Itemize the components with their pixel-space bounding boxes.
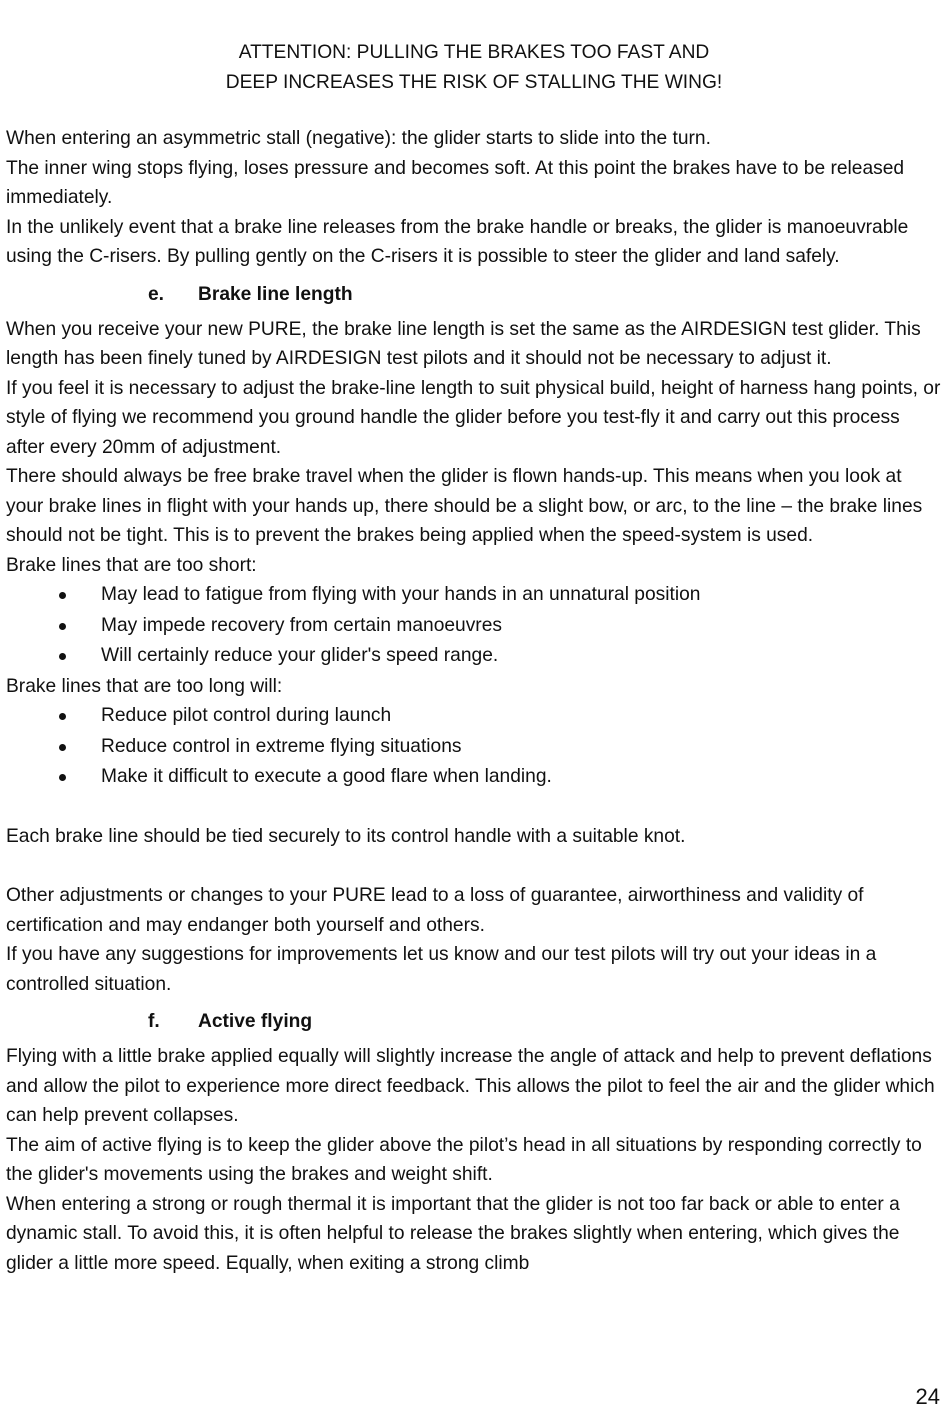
attention-notice xyxy=(6,38,942,97)
paragraph: If you feel it is necessary to adjust the brake-line length to suit physical build, height of harness hang points, or style of flying we recommend you ground handle the glider before you test-fly it and carry out this process after every 20mm of adjustment. xyxy=(6,377,941,458)
paragraph: The aim of active flying is to keep the glider above the pilot’s head in all situations by responding correctly to the glider's movements using the brakes and weight shift. xyxy=(6,1134,922,1185)
paragraph: There should always be free brake travel when the glider is flown hands-up. This means when you look at your brake lines in flight with your hands up, there should be a slight bow, or arc, to the line – the brake lines should not be tight. This is to prevent the brakes being applied when the speed-system is used. xyxy=(6,466,923,546)
bullet-icon xyxy=(59,713,66,720)
paragraph: When you receive your new PURE, the brake line length is set the same as the AIRDESIGN test glider. This length has been finely tuned by AIRDESIGN test pilots and it should not be necessary to adjust it. xyxy=(6,318,921,369)
paragraph: When entering a strong or rough thermal it is important that the glider is not too far back or able to enter a dynamic stall. To avoid this, it is often helpful to release the brakes slightly when entering, which gives the glider a little more speed. Equally, when exiting a strong climb xyxy=(6,1193,900,1274)
list-item: Reduce control in extreme flying situations xyxy=(56,732,942,763)
section-number: f. xyxy=(148,1011,160,1032)
list-item: Will certainly reduce your glider's speed range. xyxy=(56,641,942,672)
document-page xyxy=(6,38,942,1278)
list-intro: Brake lines that are too short: xyxy=(6,554,257,576)
section-heading-active-flying xyxy=(148,1007,942,1036)
paragraph: Flying with a little brake applied equally will slightly increase the angle of attack and help to prevent deflations and allow the pilot to experience more direct feedback. This allows the pilot to feel the air and the glider which can help prevent collapses. xyxy=(6,1046,935,1126)
paragraph: Other adjustments or changes to your PURE lead to a loss of guarantee, airworthiness and validity of certification and may endanger both yourself and others. xyxy=(6,885,864,936)
list-item: Reduce pilot control during launch xyxy=(56,701,942,732)
list-item: May lead to fatigue from flying with your hands in an unnatural position xyxy=(56,580,942,611)
spacer xyxy=(6,793,942,823)
section-title: Active flying xyxy=(198,1011,313,1032)
bullet-icon xyxy=(59,592,66,599)
paragraph: In the unlikely event that a brake line releases from the brake handle or breaks, the glider is manoeuvrable using the C-risers. By pulling gently on the C-risers it is possible to steer the glider and land safely. xyxy=(6,216,909,267)
paragraph: If you have any suggestions for improvements let us know and our test pilots will try out your ideas in a controlled situation. xyxy=(6,944,877,995)
bullet-icon xyxy=(59,744,66,751)
paragraph: Each brake line should be tied securely to its control handle with a suitable knot. xyxy=(6,826,686,847)
bullet-icon xyxy=(59,623,66,630)
short-brake-lines-list xyxy=(6,580,942,672)
paragraph: The inner wing stops flying, loses pressure and becomes soft. At this point the brakes have to be released immediately. xyxy=(6,157,905,208)
spacer xyxy=(6,852,942,882)
bullet-icon xyxy=(59,774,66,781)
bullet-icon xyxy=(59,653,66,660)
paragraph: When entering an asymmetric stall (negative): the glider starts to slide into the turn. xyxy=(6,128,711,149)
section-heading-brake-line-length xyxy=(148,280,942,309)
list-intro: Brake lines that are too long will: xyxy=(6,675,283,697)
list-item: Make it difficult to execute a good flare when landing. xyxy=(56,762,942,793)
long-brake-lines-list xyxy=(6,701,942,793)
section-number: e. xyxy=(148,283,165,305)
attention-line-1: ATTENTION: PULLING THE BRAKES TOO FAST AND xyxy=(238,42,710,63)
section-title: Brake line length xyxy=(198,283,353,305)
page-number: 24 xyxy=(915,1383,940,1409)
attention-line-2: DEEP INCREASES THE RISK OF STALLING THE WING! xyxy=(225,71,723,93)
list-item: May impede recovery from certain manoeuvres xyxy=(56,611,942,642)
